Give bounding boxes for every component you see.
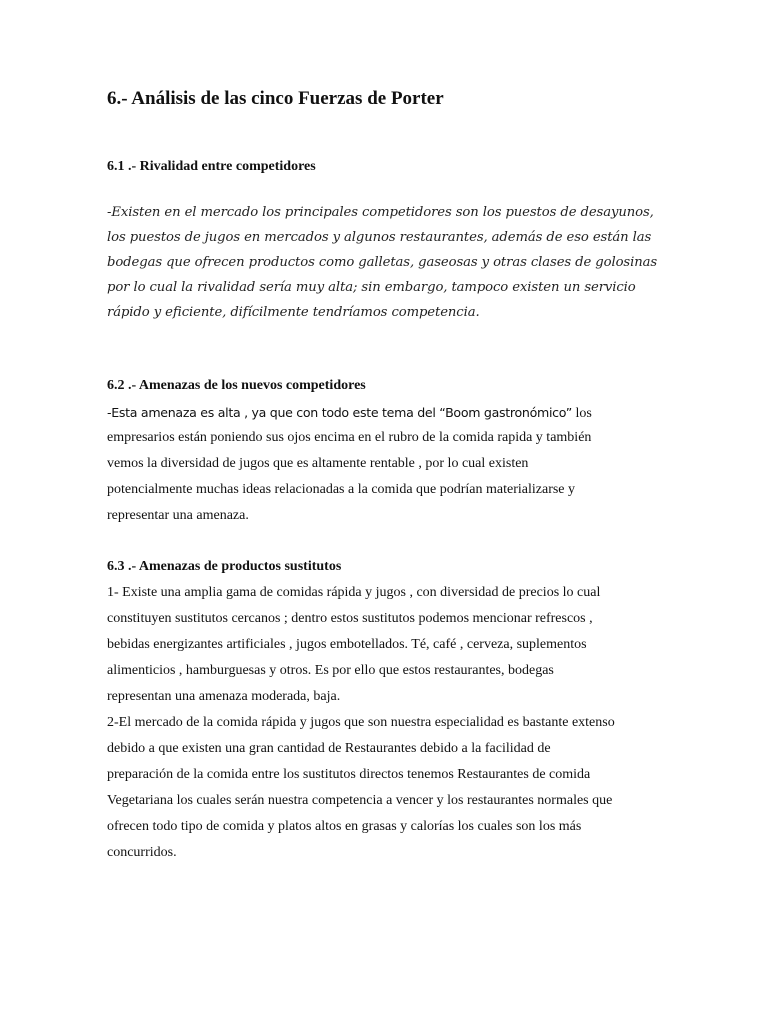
paragraph-line: representan una amenaza moderada, baja. bbox=[107, 689, 341, 704]
paragraph-line: bodegas que ofrecen productos como galletas, gaseosas y otras clases de golosinas bbox=[107, 255, 658, 270]
paragraph-line: potencialmente muchas ideas relacionadas a la comida que podrían materializarse y bbox=[107, 482, 576, 497]
paragraph-line: preparación de la comida entre los sustitutos directos tenemos Restaurantes de comida bbox=[107, 767, 591, 782]
document-title: 6.- Análisis de las cinco Fuerzas de Porter bbox=[107, 88, 444, 109]
paragraph-line: Vegetariana los cuales serán nuestra competencia a vencer y los restaurantes normales que bbox=[107, 793, 613, 808]
paragraph-line: ofrecen todo tipo de comida y platos altos en grasas y calorías los cuales son los más bbox=[107, 819, 582, 834]
paragraph-line: concurridos. bbox=[107, 845, 177, 860]
section-heading-productos-sustitutos: 6.3 .- Amenazas de productos sustitutos bbox=[107, 559, 342, 574]
paragraph-line-part: -Esta amenaza es alta , ya que con todo este tema del “Boom gastronómico” bbox=[107, 405, 572, 420]
paragraph-line: -Existen en el mercado los principales competidores son los puestos de desayunos, bbox=[107, 205, 654, 220]
paragraph-line-part: los bbox=[572, 406, 592, 421]
paragraph-line: bebidas energizantes artificiales , jugos embotellados. Té, café , cerveza, suplementos bbox=[107, 637, 587, 652]
paragraph-line: 2-El mercado de la comida rápida y jugos que son nuestra especialidad es bastante extenso bbox=[107, 715, 615, 730]
section-heading-rivalidad: 6.1 .- Rivalidad entre competidores bbox=[107, 159, 316, 174]
paragraph-line: constituyen sustitutos cercanos ; dentro estos sustitutos podemos mencionar refrescos , bbox=[107, 611, 593, 626]
section-heading-nuevos-competidores: 6.2 .- Amenazas de los nuevos competidores bbox=[107, 378, 366, 393]
paragraph-line: representar una amenaza. bbox=[107, 508, 249, 523]
paragraph-line: los puestos de jugos en mercados y algunos restaurantes, además de eso están las bbox=[107, 230, 652, 245]
paragraph-line: empresarios están poniendo sus ojos encima en el rubro de la comida rapida y también bbox=[107, 430, 592, 445]
paragraph-line: alimenticios , hamburguesas y otros. Es por ello que estos restaurantes, bodegas bbox=[107, 663, 554, 678]
paragraph-line: debido a que existen una gran cantidad de Restaurantes debido a la facilidad de bbox=[107, 741, 551, 756]
paragraph-line bbox=[107, 404, 592, 422]
paragraph-line: por lo cual la rivalidad sería muy alta; sin embargo, tampoco existen un servicio bbox=[107, 280, 636, 295]
paragraph-line: vemos la diversidad de jugos que es altamente rentable , por lo cual existen bbox=[107, 456, 529, 471]
paragraph-line: rápido y eficiente, difícilmente tendríamos competencia. bbox=[107, 305, 480, 320]
paragraph-line: 1- Existe una amplia gama de comidas rápida y jugos , con diversidad de precios lo cual bbox=[107, 585, 601, 600]
